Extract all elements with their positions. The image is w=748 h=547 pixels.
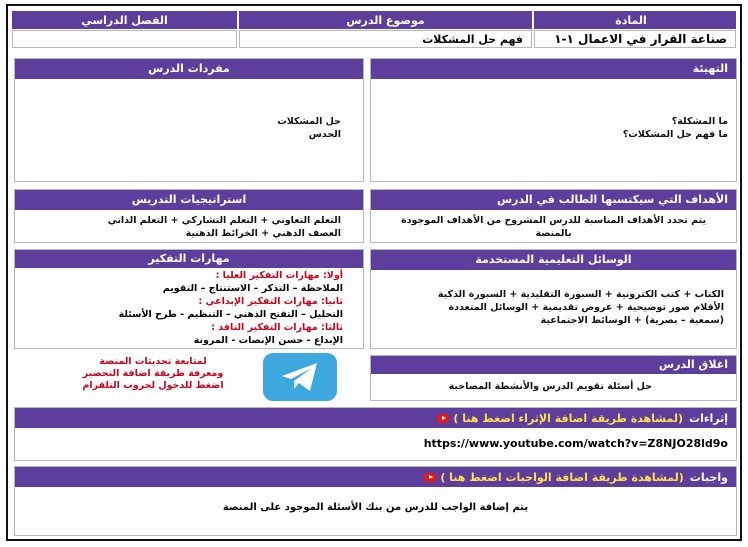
objectives-line-2: بالمنصة [535,228,572,239]
intro-line-1: ما المشكلة؟ [671,116,728,127]
enrichment-title: إثراءات [689,411,728,425]
vocab-panel [14,58,364,182]
topic-value: فهم حل المشكلات [239,30,532,48]
thinking-line-3: الإبداع - حسن الإنصات - المرونة [193,335,343,346]
promo-line-2: ومعرفة طريقة اضافة التحضير [82,368,224,379]
youtube-icon[interactable] [424,473,436,482]
homework-howto-link[interactable]: (لمشاهدة طريقة اضافة الواجبات اضغط هنا ) [440,470,684,484]
vocab-title: مفردات الدرس [15,59,363,79]
homework-bar [15,467,736,487]
thinking-panel [14,249,364,349]
intro-panel [370,58,737,182]
enrichment-url[interactable]: https://www.youtube.com/watch?v=Z8NJO28ld9o [423,437,728,450]
tools-panel [370,249,737,349]
closing-panel [370,355,737,401]
subject-value: صناعة القرار في الاعمال ١-١ [534,30,736,48]
thinking-title: مهارات التفكير [15,250,363,268]
strategies-panel [14,189,364,243]
enrichment-panel [14,407,737,461]
objectives-title: الأهداف التي سيكتسبها الطالب في الدرس [371,190,736,210]
thinking-line-2: التحليل – التفتح الذهني – التنظيم - طرح الأسئلة [118,309,343,320]
thinking-heading-3: ثالثا: مهارات التفكير الناقد : [211,322,343,333]
telegram-icon[interactable] [263,353,337,401]
promo-line-3: اضغط للدخول لجروب التلقرام [82,380,224,391]
tools-line-3: (سمعية – بصرية) + الوسائط الاجتماعية [540,315,724,326]
topic-label: موضوع الدرس [239,11,532,29]
tools-title: الوسائل التعليمية المستخدمة [371,250,736,270]
homework-title: واجبات [689,470,728,484]
tools-line-1: الكتاب + كتب الكترونية + السبورة التقليدية + السبورة الذكية [437,289,724,300]
intro-title: التهيئة [371,59,736,79]
vocab-line-1: حل المشكلات [277,116,341,127]
enrichment-bar [15,408,736,428]
enrichment-howto-link[interactable]: (لمشاهدة طريقة اضافة الإثراء اضغط هنا ) [453,411,684,425]
strategies-line-1: التعلم التعاوني + التعلم التشاركي + التعلم الذاتي [107,215,341,226]
subject-label: المادة [534,11,736,29]
homework-text: يتم إضافة الواجب للدرس من بنك الأسئلة الموجود على المنصة [222,502,529,513]
objectives-line-1: يتم تحدد الأهداف المناسبة للدرس المشروح من الأهداف الموجودة [400,215,707,226]
closing-title: اغلاق الدرس [371,356,736,374]
closing-text: حل أسئلة تقويم الدرس والأنشطة المصاحبة [448,381,652,392]
semester-value [12,30,237,48]
promo-line-1: لمتابعة تحديثات المنصة [99,356,207,367]
thinking-heading-1: أولا: مهارات التفكير العليا : [215,270,343,281]
homework-panel [14,466,737,536]
vocab-line-2: الحدس [308,129,341,140]
strategies-line-2: العصف الذهني + الخرائط الذهنية [185,228,341,239]
thinking-heading-2: ثانيا: مهارات التفكير الإبداعي : [198,296,343,307]
thinking-line-1: الملاحظة – التذكر – الاستنتاج – التقويم [162,283,343,294]
telegram-promo-text[interactable] [58,356,248,392]
tools-line-2: الأقلام صور توضيحية + عروض تقديمية + الوسائل المتعددة [448,302,724,313]
youtube-icon[interactable] [437,414,449,423]
intro-line-2: ما فهم حل المشكلات؟ [622,129,728,140]
objectives-panel [370,189,737,243]
strategies-title: استراتيجيات التدريس [15,190,363,210]
semester-label: الفصل الدراسي [12,11,237,29]
